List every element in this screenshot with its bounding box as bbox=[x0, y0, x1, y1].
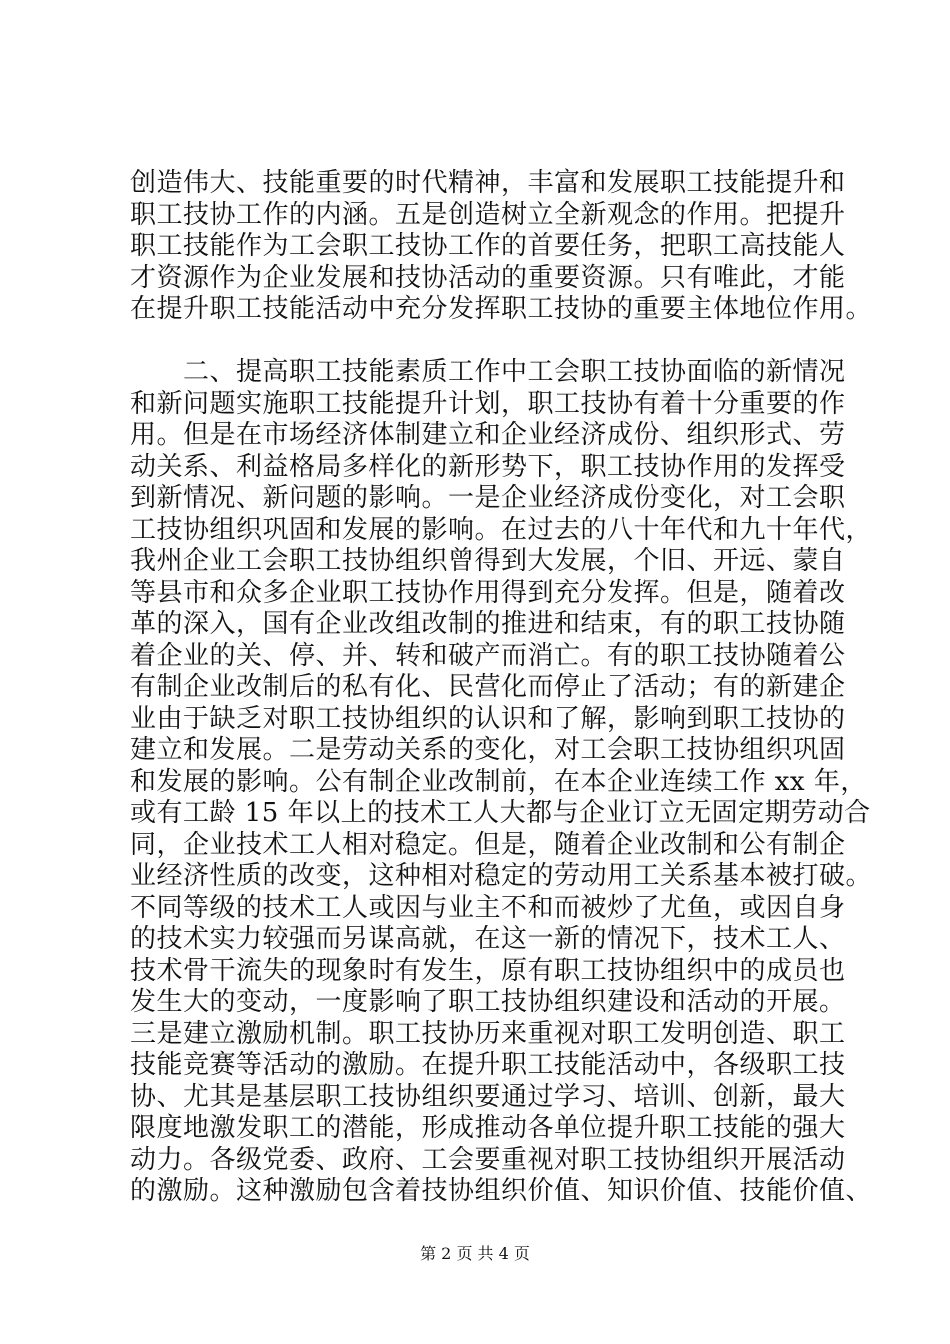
text-line: 动关系、利益格局多样化的新形势下，职工技协作用的发挥受 bbox=[130, 451, 846, 482]
text-line: 有制企业改制后的私有化、民营化而停止了活动；有的新建企 bbox=[130, 672, 846, 702]
text-line: 在提升职工技能活动中充分发挥职工技协的重要主体地位作用。 bbox=[130, 294, 873, 324]
body-text bbox=[130, 168, 873, 1208]
text-line: 三是建立激励机制。职工技协历来重视对职工发明创造、职工 bbox=[130, 1018, 846, 1049]
text-line: 才资源作为企业发展和技协活动的重要资源。只有唯此，才能 bbox=[130, 262, 846, 293]
text-line: 不同等级的技术工人或因与业主不和而被炒了尤鱼，或因自身 bbox=[130, 892, 846, 923]
paragraph-2 bbox=[130, 357, 873, 1208]
text-line: 的技术实力较强而另谋高就，在这一新的情况下，技术工人、 bbox=[130, 924, 846, 954]
text-line: 业经济性质的改变，这种相对稳定的劳动用工关系基本被打破。 bbox=[130, 861, 873, 891]
text-line: 动力。各级党委、政府、工会要重视对职工技协组织开展活动 bbox=[130, 1144, 846, 1175]
text-line: 用。但是在市场经济体制建立和企业经济成份、组织形式、劳 bbox=[130, 420, 846, 450]
page-number-footer: 第 2 页 共 4 页 bbox=[420, 1244, 530, 1263]
text-line: 和新问题实施职工技能提升计划，职工技协有着十分重要的作 bbox=[130, 388, 846, 419]
text-line: 业由于缺乏对职工技协组织的认识和了解，影响到职工技协的 bbox=[130, 703, 846, 734]
text-line: 技术骨干流失的现象时有发生，原有职工技协组织中的成员也 bbox=[130, 955, 846, 986]
text-line: 职工技能作为工会职工技协工作的首要任务，把职工高技能人 bbox=[130, 231, 846, 261]
text-line: 着企业的关、停、并、转和破产而消亡。有的职工技协随着公 bbox=[130, 640, 846, 671]
text-line: 技能竞赛等活动的激励。在提升职工技能活动中，各级职工技 bbox=[130, 1050, 846, 1080]
text-line: 或有工龄 15 年以上的技术工人大都与企业订立无固定期劳动合 bbox=[130, 798, 871, 828]
paragraph-gap bbox=[130, 326, 845, 358]
text-line: 工技协组织巩固和发展的影响。在过去的八十年代和九十年代， bbox=[130, 514, 873, 545]
text-line: 同，企业技术工人相对稳定。但是，随着企业改制和公有制企 bbox=[130, 829, 846, 860]
text-line: 职工技协工作的内涵。五是创造树立全新观念的作用。把提升 bbox=[130, 199, 846, 230]
text-line: 等县市和众多企业职工技协作用得到充分发挥。但是，随着改 bbox=[130, 577, 846, 608]
text-line: 我州企业工会职工技协组织曾得到大发展，个旧、开远、蒙自 bbox=[130, 546, 846, 576]
text-line: 限度地激发职工的潜能，形成推动各单位提升职工技能的强大 bbox=[130, 1113, 846, 1143]
text-line: 革的深入，国有企业改组改制的推进和结束，有的职工技协随 bbox=[130, 609, 846, 639]
text-line: 发生大的变动，一度影响了职工技协组织建设和活动的开展。 bbox=[130, 987, 846, 1017]
text-line: 创造伟大、技能重要的时代精神，丰富和发展职工技能提升和 bbox=[130, 168, 846, 198]
text-line: 建立和发展。二是劳动关系的变化，对工会职工技协组织巩固 bbox=[130, 735, 846, 765]
text-line: 到新情况、新问题的影响。一是企业经济成份变化，对工会职 bbox=[130, 483, 846, 513]
text-line: 二、提高职工技能素质工作中工会职工技协面临的新情况 bbox=[130, 357, 846, 387]
text-line: 协、尤其是基层职工技协组织要通过学习、培训、创新，最大 bbox=[130, 1081, 846, 1112]
paragraph-1 bbox=[130, 168, 873, 326]
text-line: 的激励。这种激励包含着技协组织价值、知识价值、技能价值、 bbox=[130, 1176, 873, 1206]
text-line: 和发展的影响。公有制企业改制前，在本企业连续工作 xx 年， bbox=[130, 766, 867, 797]
